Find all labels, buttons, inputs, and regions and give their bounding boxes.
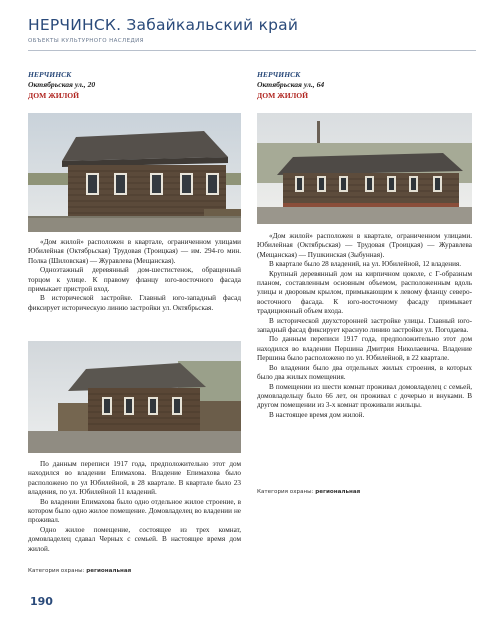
right-house-photo [257, 113, 472, 224]
paragraph: Одно жилое помещение, состоящее из трех комнат, домовладелец сдавал Черных с семьей. В настоящее время дом жилой. [28, 525, 241, 553]
paragraph: В исторической застройке. Главный юго-западный фасад фиксирует историческую линию застройки ул. Октябрьская. [28, 294, 241, 312]
right-city-label: НЕРЧИНСК [257, 70, 301, 79]
left-house-photo [28, 113, 241, 232]
paragraph: Во владении было два отдельных жилых строения, в которых было два жилых помещения. [257, 363, 472, 382]
left-city-label: НЕРЧИНСК [28, 70, 72, 79]
paragraph: Одноэтажный деревянный дом-шестистенок, обращенный торцом к улице. К правому фланцу юго-восточного фасада примыкает пристрой вход. [28, 266, 241, 294]
left-protection-category [28, 568, 131, 574]
header-divider [28, 50, 476, 51]
category-label: Категория охраны: [257, 489, 314, 495]
section-subtitle: ОБЪЕКТЫ КУЛЬТУРНОГО НАСЛЕДИЯ [28, 38, 144, 44]
paragraph: В исторической двухсторонней застройке улицы. Главный юго-западный фасад фиксирует красную линию застройки ул. Погодаева. [257, 316, 472, 335]
left-description-bottom [28, 460, 241, 554]
category-label: Категория охраны: [28, 568, 85, 574]
left-house-photo-2 [28, 341, 241, 453]
paragraph: По данным переписи 1917 года, предположительно этот дом находился во владении Епимахова. Владение Епимахова было расположено по ул Юбилейной, в 28 квартале. В квартале было 23 владения, по ул. Юбилейной 11 владений. [28, 460, 241, 497]
paragraph: По данным переписи 1917 года, предположительно этот дом находился во владении Першина Дмитрия Николаевича. Владение Першина было расположено по ул. Юбилейной, в 22 квартале. [257, 335, 472, 363]
left-object-name: ДОМ ЖИЛОЙ [28, 91, 80, 100]
category-value: региональная [315, 489, 361, 495]
right-description [257, 232, 472, 420]
page-number: 190 [30, 595, 53, 608]
left-description-top [28, 238, 241, 313]
paragraph: В настоящее время дом жилой. [269, 410, 365, 419]
paragraph: В квартале было 28 владений, на ул. Юбилейной, 12 владения. [269, 260, 462, 269]
paragraph: В помещении из шести комнат проживал домовладелец с семьей, домовладельцу было 66 лет, он проживал с дочерью и внуками. В другом помещении из 3-х комнат проживали жильцы. [257, 382, 472, 410]
category-value: региональная [86, 568, 132, 574]
page-header [28, 16, 476, 58]
paragraph: Во владении Епимахова было одно отдельное жилое строение, в котором было одно жилое помещение. Домовладелец во владении не проживал. [28, 497, 241, 525]
left-address: Октябрьская ул., 20 [28, 80, 96, 89]
paragraph: «Дом жилой» расположен в квартале, ограниченном улицами. Юбилейная (Октябрьская) — Трудовая (Троицкая) — Журавлева (Мещанская) — Пушкинская (Зыбунная). [257, 232, 472, 259]
right-protection-category [257, 489, 360, 495]
paragraph: «Дом жилой» расположен в квартале, ограниченном улицами Юбилейная (Октябрьская) Трудовая (Троицкая) — им. 294-го мин. Полка (Шиловская) — Журавлева (Мещанская). [28, 238, 241, 265]
right-object-name: ДОМ ЖИЛОЙ [257, 91, 309, 100]
page-title: НЕРЧИНСК. Забайкальский край [28, 16, 299, 34]
paragraph: Крупный деревянный дом на кирпичном цоколе, с Г-образным планом, составленным основным объемом, расположенным вдоль улицы и дворовым крылом, примыкающим к левому фланцу северо-восточного фасада. К юго-восточному фасаду примыкает традиционный объем входа. [257, 269, 472, 316]
right-address: Октябрьская ул., 64 [257, 80, 325, 89]
